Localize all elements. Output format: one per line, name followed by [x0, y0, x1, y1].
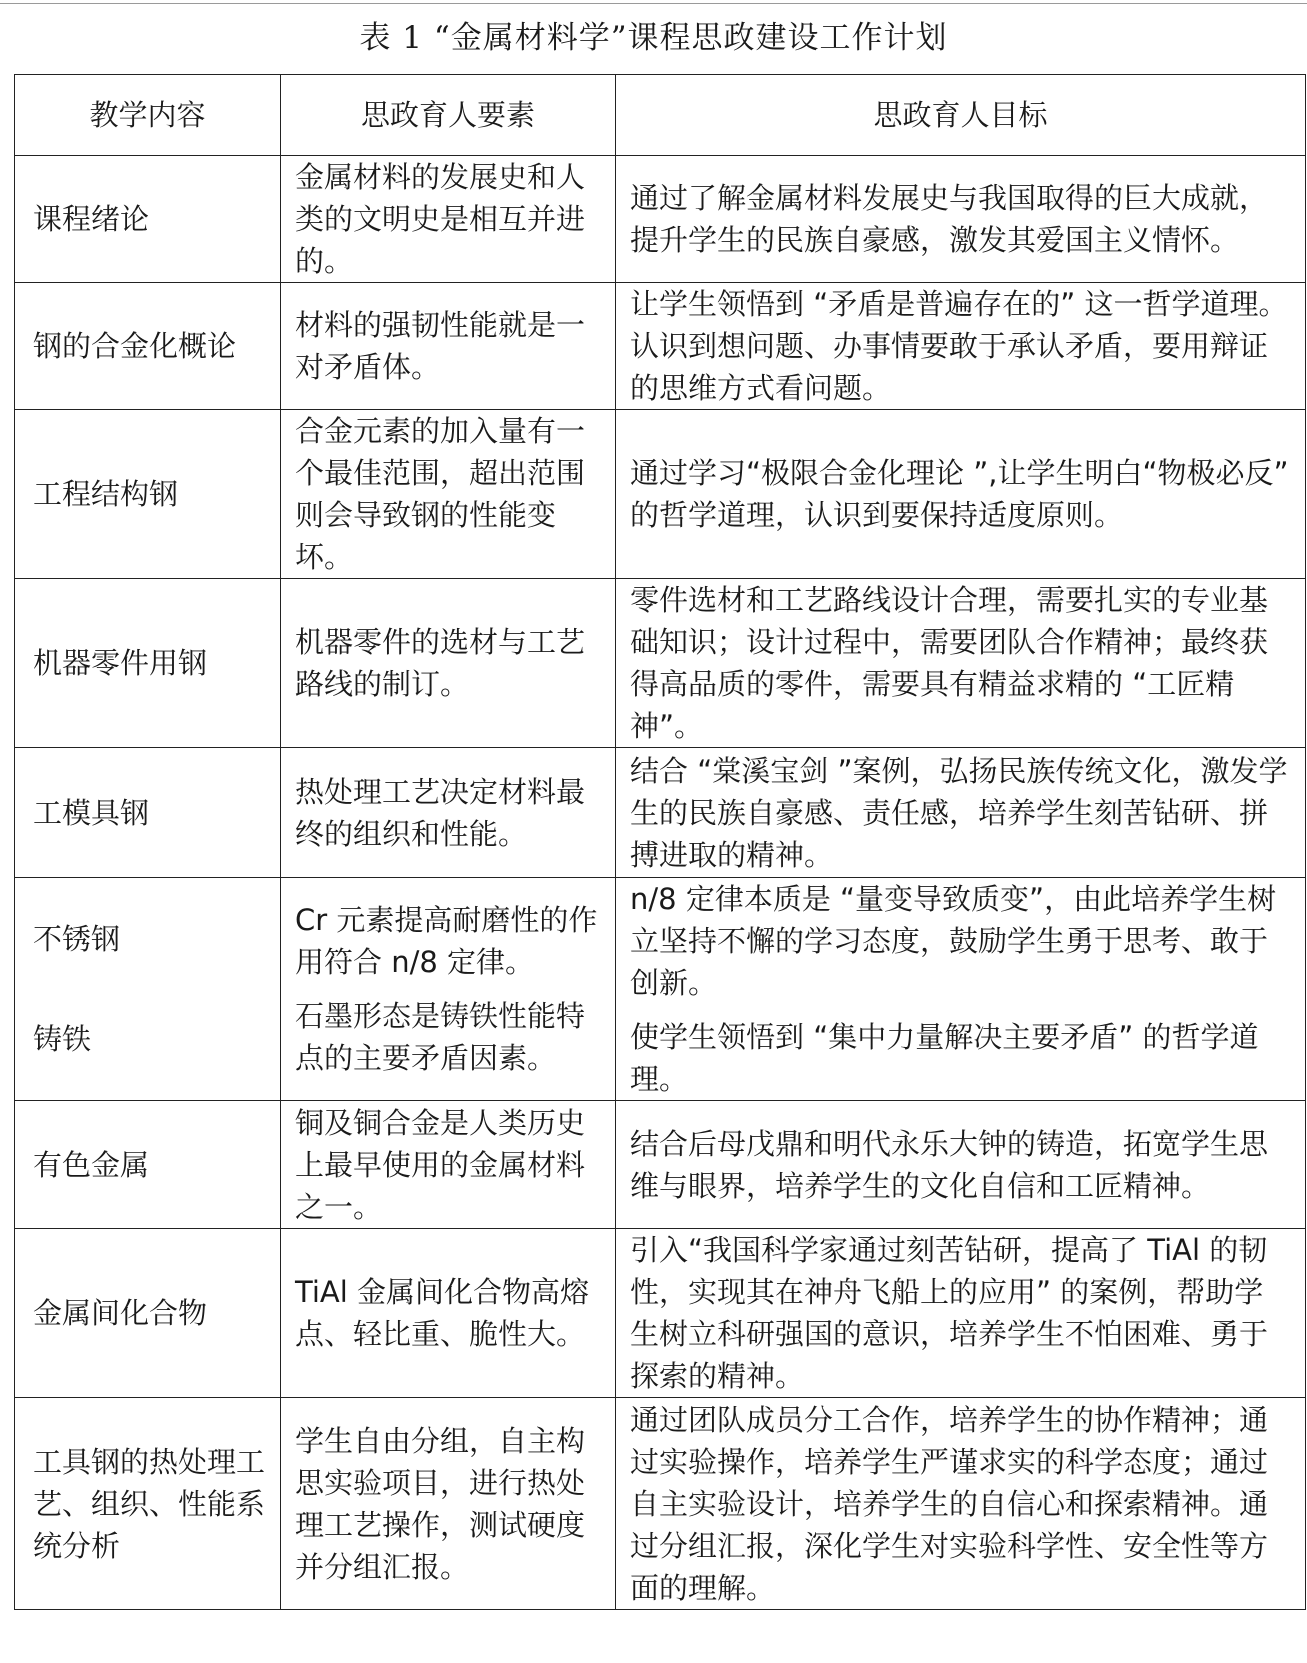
header-content: 教学内容 [15, 75, 281, 156]
cell-element-part: 石墨形态是铸铁性能特点的主要矛盾因素。 [295, 999, 586, 1075]
cell-content: 机器零件用钢 [15, 579, 281, 748]
table-caption: 表 1 “金属材料学”课程思政建设工作计划 [359, 20, 948, 56]
table-row [15, 410, 1306, 579]
cell-content: 课程绪论 [15, 156, 281, 283]
header-element: 思政育人要素 [281, 75, 616, 156]
cell-goal: 结合 “棠溪宝剑 ”案例，弘扬民族传统文化，激发学生的民族自豪感、责任感，培养学生刻苦钻研、拼搏进取的精神。 [616, 748, 1306, 878]
cell-goal: 结合后母戊鼎和明代永乐大钟的铸造，拓宽学生思维与眼界，培养学生的文化自信和工匠精神。 [616, 1101, 1306, 1229]
table-row [15, 1229, 1306, 1398]
cell-content: 有色金属 [15, 1101, 281, 1229]
table-row [15, 1101, 1306, 1229]
cell-content: 工模具钢 [15, 748, 281, 878]
cell-goal: 通过了解金属材料发展史与我国取得的巨大成就，提升学生的民族自豪感，激发其爱国主义情怀。 [616, 156, 1306, 283]
cell-content: 工程结构钢 [15, 410, 281, 579]
cell-element: 材料的强韧性能就是一对矛盾体。 [281, 283, 616, 410]
cell-element: 热处理工艺决定材料最终的组织和性能。 [281, 748, 616, 878]
header-goal: 思政育人目标 [616, 75, 1306, 156]
cell-goal-part: n/8 定律本质是 “量变导致质变”，由此培养学生树立坚持不懈的学习态度，鼓励学生勇于思考、敢于创新。 [630, 882, 1277, 1000]
cell-content: 工具钢的热处理工艺、组织、性能系统分析 [15, 1398, 281, 1610]
table-row [15, 748, 1306, 878]
cell-element: 学生自由分组，自主构思实验项目，进行热处理工艺操作，测试硬度并分组汇报。 [281, 1398, 616, 1610]
cell-goal-part: 使学生领悟到 “集中力量解决主要矛盾” 的哲学道理。 [630, 1020, 1259, 1096]
table-row [15, 283, 1306, 410]
plan-table [14, 74, 1306, 1610]
cell-content-part: 不锈钢 [33, 922, 121, 956]
cell-goal [616, 878, 1306, 1101]
cell-element: 铜及铜合金是人类历史上最早使用的金属材料之一。 [281, 1101, 616, 1229]
cell-element-part: Cr 元素提高耐磨性的作用符合 n/8 定律。 [295, 903, 598, 979]
table-row [15, 156, 1306, 283]
cell-element: 合金元素的加入量有一个最佳范围，超出范围则会导致钢的性能变坏。 [281, 410, 616, 579]
cell-goal: 零件选材和工艺路线设计合理，需要扎实的专业基础知识；设计过程中，需要团队合作精神；最终获得高品质的零件，需要具有精益求精的 “工匠精神”。 [616, 579, 1306, 748]
cell-goal: 通过团队成员分工合作，培养学生的协作精神；通过实验操作，培养学生严谨求实的科学态度；通过自主实验设计，培养学生的自信心和探索精神。通过分组汇报，深化学生对实验科学性、安全性等方面的理解。 [616, 1398, 1306, 1610]
cell-content [15, 878, 281, 1101]
cell-content: 金属间化合物 [15, 1229, 281, 1398]
table-row [15, 579, 1306, 748]
table-row [15, 1398, 1306, 1610]
cell-goal: 引入“我国科学家通过刻苦钻研，提高了 TiAl 的韧性，实现其在神舟飞船上的应用” 的案例，帮助学生树立科研强国的意识，培养学生不怕困难、勇于探索的精神。 [616, 1229, 1306, 1398]
cell-content: 钢的合金化概论 [15, 283, 281, 410]
cell-element: 机器零件的选材与工艺路线的制订。 [281, 579, 616, 748]
cell-element: TiAl 金属间化合物高熔点、轻比重、脆性大。 [281, 1229, 616, 1398]
top-rule [0, 3, 1307, 4]
cell-element [281, 878, 616, 1101]
table-row [15, 878, 1306, 1101]
cell-element: 金属材料的发展史和人类的文明史是相互并进的。 [281, 156, 616, 283]
cell-goal: 让学生领悟到 “矛盾是普遍存在的” 这一哲学道理。认识到想问题、办事情要敢于承认矛盾，要用辩证的思维方式看问题。 [616, 283, 1306, 410]
header-row [15, 75, 1306, 156]
cell-goal: 通过学习“极限合金化理论 ”,让学生明白“物极必反” 的哲学道理，认识到要保持适度原则。 [616, 410, 1306, 579]
cell-content-part: 铸铁 [33, 1022, 92, 1056]
